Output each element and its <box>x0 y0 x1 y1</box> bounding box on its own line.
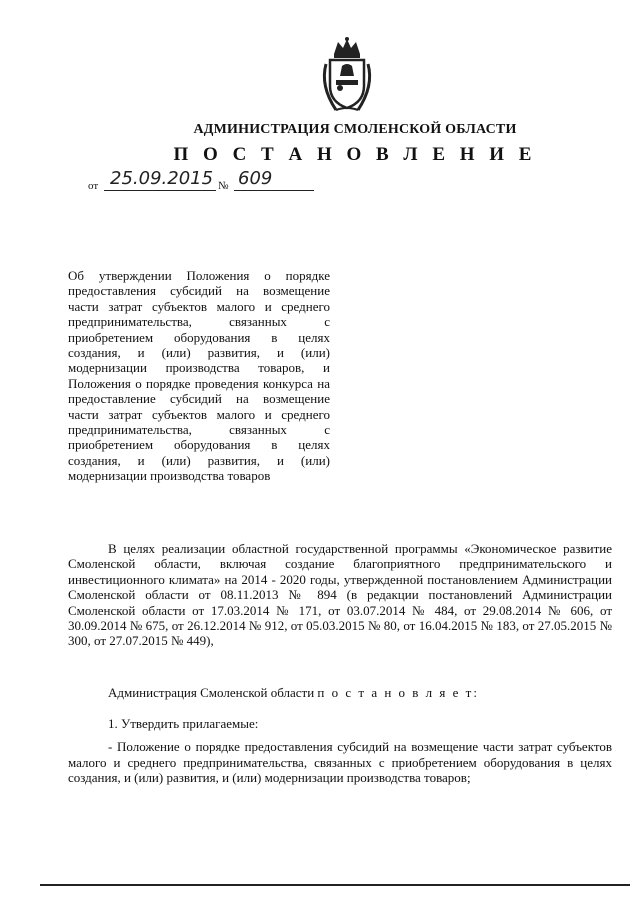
date-label: от <box>88 180 99 192</box>
document-title: Об утверждении Положения о порядке предоставления субсидий на возмещение части затрат субъектов малого и среднего предпринимательства, связанных с приобретением оборудования в целях создания, и (или) развития, и (или) модернизации производства товаров, и Положения о порядке проведения конкурса на предоставление субсидий на возмещение части затрат субъектов малого и среднего предпринимательства, связанных с приобретением оборудования в целях создания, и (или) развития, и (или) модернизации производства товаров <box>68 268 330 484</box>
number-label: № <box>218 180 229 192</box>
resolve-verb: п о с т а н о в л я е т: <box>317 685 479 700</box>
resolve-paragraph <box>68 685 612 700</box>
preamble-paragraph: В целях реализации областной государственной программы «Экономическое развитие Смоленской области, включая создание благоприятного предпринимательского и инвестиционного климата» на 2014 - 2020 годы, утвержденной постановлением Администрации Смоленской области от 08.11.2013 № 894 (в редакции постановлений Администрации Смоленской области от 17.03.2014 № 171, от 03.07.2014 № 484, от 29.08.2014 № 606, от 30.09.2014 № 675, от 26.12.2014 № 912, от 05.03.2015 № 80, от 16.04.2015 № 183, от 27.05.2015 № 300, от 27.07.2015 № 449), <box>68 541 612 649</box>
items-block <box>68 716 612 786</box>
handwritten-date: 25.09.2015 <box>110 168 214 189</box>
coat-of-arms-icon <box>318 36 376 114</box>
resolve-subject: Администрация Смоленской области <box>108 685 315 700</box>
document-type: П О С Т А Н О В Л Е Н И Е <box>173 144 537 165</box>
item-1-sub-1: - Положение о порядке предоставления субсидий на возмещение части затрат субъектов малого и среднего предпринимательства, связанных с приобретением оборудования в целях создания, и (или) развития, и (или) модернизации производства товаров; <box>68 739 612 786</box>
number-underline <box>234 190 314 191</box>
date-underline <box>104 190 216 191</box>
item-1: 1. Утвердить прилагаемые: <box>108 716 259 731</box>
organization-name: АДМИНИСТРАЦИЯ СМОЛЕНСКОЙ ОБЛАСТИ <box>193 122 517 137</box>
page-bottom-rule <box>40 884 630 886</box>
handwritten-number: 609 <box>238 168 273 189</box>
